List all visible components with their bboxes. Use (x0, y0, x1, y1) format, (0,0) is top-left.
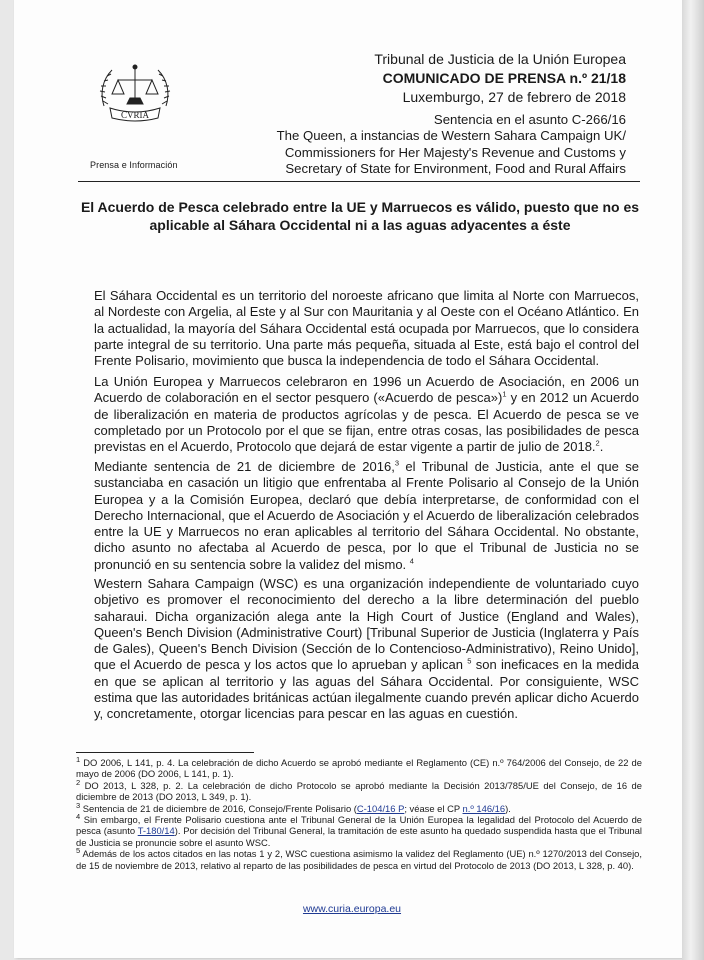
footnote-divider (76, 752, 254, 753)
footnote-4 (76, 811, 643, 848)
paragraph-text: Western Sahara Campaign (WSC) es una organización independiente de voluntariado cuyo objetivo es promover el reconocimiento del derecho a la libre determinación del pueblo saharaui. Dicha organización alega ante la High Court of Justice (England and Wales), Queen's Bench Division (Administrative Court) [Tribunal Superior de Justicia (Inglaterra y País de Gales), Queen's Bench Division (Sección de lo Contencioso-Administrativo), Reino Unido], que el Acuerdo de pesca y los actos que lo aprueban y aplican (94, 576, 639, 673)
footnote-number: 1 (76, 754, 81, 764)
press-release-number: COMUNICADO DE PRENSA n.º 21/18 (382, 70, 626, 86)
footnote-text: Además de los actos citados en las notas 1 y 2, WSC cuestiona asimismo la validez del Reglamento (UE) n.º 1270/2013 del Consejo, de 15 de noviembre de 2013, relativo al reparto de las posibilidades de pesca en virtud del Protocolo de 2013 (DO 2013, L 328, p. 40). (76, 848, 642, 871)
paragraph-2 (94, 374, 639, 455)
case-link-t-180-14[interactable]: T-180/14 (137, 825, 175, 837)
paragraph-text: Mediante sentencia de 21 de diciembre de 2016, (94, 459, 395, 474)
footnote-text: Sentencia de 21 de diciembre de 2016, Consejo/Frente Polisario ( (80, 802, 357, 814)
paragraph-4 (94, 576, 639, 723)
footnote-text: DO 2006, L 141, p. 4. La celebración de dicho Acuerdo se aprobó mediante el Reglamento (CE) n.º 764/2006 del Consejo, de 22 de mayo de 2006 (DO 2006, L 141, p. 1). (76, 757, 642, 780)
place-date: Luxemburgo, 27 de febrero de 2018 (402, 89, 626, 105)
footnote-ref: 2 (595, 438, 600, 448)
curia-logo (94, 58, 176, 132)
footnotes (76, 754, 643, 871)
press-release-title (80, 198, 640, 234)
page-edge-shadow (682, 0, 704, 960)
title-line: El Acuerdo de Pesca celebrado entre la UE y Marruecos es válido, puesto que no es (80, 199, 640, 215)
paragraph-text: el Tribunal de Justicia, ante el que se sustanciaba en casación un litigio que enfrentaba al Frente Polisario al Consejo de la Unión Europea y a la Comisión Europea, declaró que debía interpretarse, de conformidad con el Derecho Internacional, que el Acuerdo de Asociación y el Acuerdo de liberalización celebrados entre la UE y Marruecos no eran aplicables al territorio del Sáhara Occidental. No obstante, dicho asunto no afectaba al Acuerdo de pesca, por lo que el Tribunal de Justicia no se pronunció en su sentencia sobre la validez del mismo. (94, 459, 639, 572)
paragraph-text: son ineficaces en la medida en que se aplican al territorio y las aguas del Sáhara Occidental. Por consiguiente, WSC estima que las autoridades británicas actúan ilegalmente cuando prevén aplicar dicho Acuerdo y, concretamente, otorgar licencias para pescar en las aguas en cuestión. (94, 657, 639, 722)
document-page (14, 0, 682, 958)
case-line: Secretary of State for Environment, Food and Rural Affairs (285, 161, 626, 177)
svg-text:CVRIA: CVRIA (120, 110, 150, 120)
footnote-3 (76, 800, 642, 814)
case-line: Commissioners for Her Majesty's Revenue and Customs y (284, 144, 626, 160)
curia-website-link[interactable]: www.curia.europa.eu (302, 903, 402, 915)
case-line: Sentencia en el asunto C-266/16 (433, 112, 626, 127)
paragraph-1: El Sáhara Occidental es un territorio del noroeste africano que limita al Norte con Marruecos, al Nordeste con Argelia, al Este y al Sur con Mauritania y al Oeste con el Océano Atlántico. En la actualidad, la mayoría del Sáhara Occidental está ocupada por Marruecos, que lo considera parte integral de su territorio. Una parte más pequeña, situada al Este, está bajo el control del Frente Polisario, movimiento que busca la independencia de todo el Sáhara Occidental. (94, 288, 639, 369)
logo-caption: Prensa e Información (90, 160, 178, 170)
paragraph-text: La Unión Europea y Marruecos celebraron en 1996 un Acuerdo de Asociación, en 2006 un Acuerdo de colaboración en el sector pesquero («Acuerdo de pesca») (94, 374, 639, 406)
footnote-number: 5 (76, 846, 81, 856)
case-block (277, 112, 626, 178)
footnote-ref: 1 (502, 389, 507, 399)
footnote-text: ; véase el CP (404, 802, 463, 814)
case-line: The Queen, a instancias de Western Sahara Campaign UK/ (276, 128, 626, 144)
paragraph-text: y en 2012 un Acuerdo de liberalización en materia de productos agrícolas y de pesca. El Acuerdo de pesca se ve completado por un Protocolo por el que se fijan, entre otras cosas, las posibilidades de pesca previstas en el Acuerdo, Protocolo que dejará de estar vigente a partir de julio de 2018. (94, 390, 639, 455)
footnote-5 (76, 848, 642, 871)
header-block (374, 50, 626, 107)
header-divider (78, 181, 640, 182)
paragraph-3 (94, 459, 639, 573)
footnote-1 (76, 754, 642, 780)
footnote-ref: 3 (394, 458, 399, 468)
footnote-number: 4 (76, 811, 81, 821)
case-link-c-104-16[interactable]: C-104/16 P (356, 802, 405, 814)
press-release-link-146-16[interactable]: n.º 146/16 (462, 802, 506, 814)
footnote-text: ). (505, 802, 511, 814)
paragraph-text: . (599, 439, 604, 455)
footnote-2 (76, 777, 642, 803)
footnote-text: DO 2013, L 328, p. 2. La celebración de dicho Protocolo se aprobó mediante la Decisión 2013/785/UE del Consejo, de 16 de diciembre de 2013 (DO 2013, L 349, p. 1). (76, 779, 642, 803)
footnote-number: 3 (76, 800, 81, 810)
footnote-ref: 4 (409, 556, 414, 566)
court-name: Tribunal de Justicia de la Unión Europea (374, 51, 626, 67)
footnote-ref: 5 (467, 657, 472, 667)
footnote-text: ). Por decisión del Tribunal General, la tramitación de este asunto ha quedado suspendida hasta que el Tribunal de Justicia se pronuncie sobre el asunto WSC. (76, 825, 643, 848)
title-line: aplicable al Sáhara Occidental ni a las aguas adyacentes a éste (149, 217, 571, 233)
footnote-text: Sin embargo, el Frente Polisario cuestiona ante el Tribunal General de la Unión Europea la legalidad del Protocolo del Acuerdo de pesca (asunto (76, 814, 642, 837)
footnote-number: 2 (76, 777, 81, 787)
